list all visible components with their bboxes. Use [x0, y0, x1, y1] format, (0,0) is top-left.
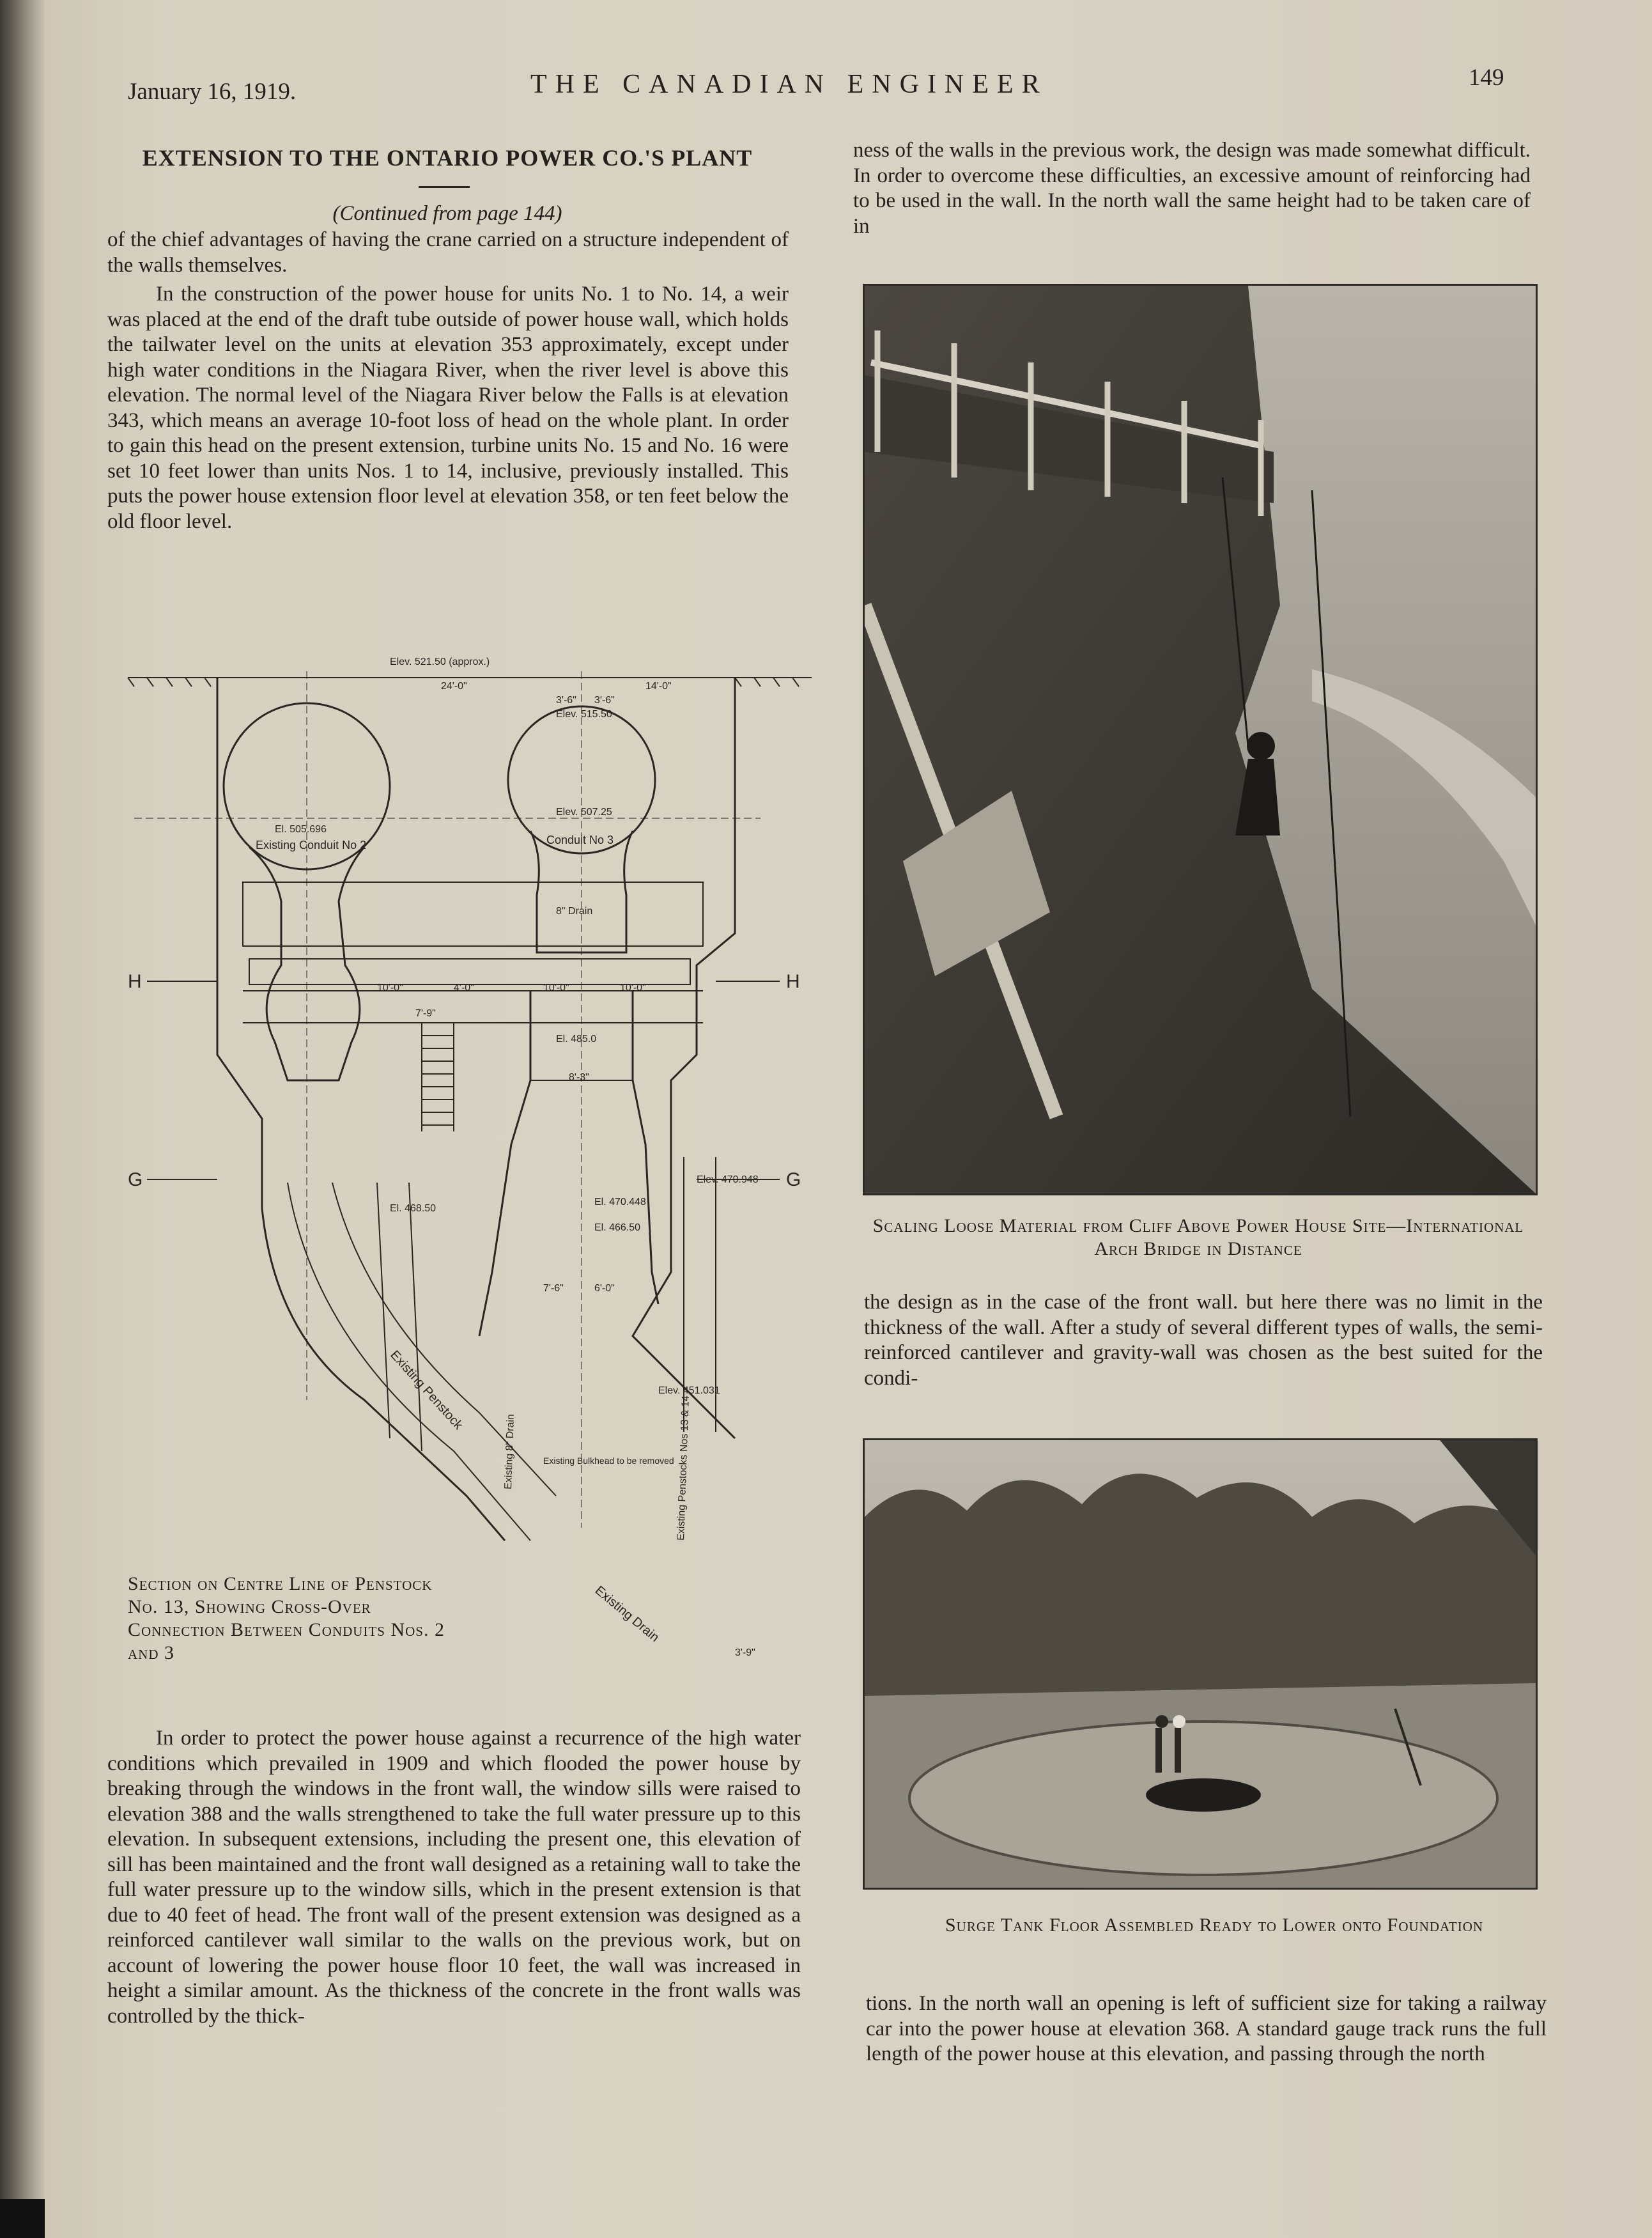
- article-title: EXTENSION TO THE ONTARIO POWER CO.'S PLANT: [142, 145, 753, 171]
- label-dim-4: 4'-0": [454, 983, 474, 993]
- left-column-top: [107, 228, 789, 534]
- label-dim-10a: 10'-0": [377, 983, 403, 993]
- label-conduit-3: Conduit No 3: [546, 834, 614, 846]
- label-dim-10c: 10'-0": [620, 983, 646, 993]
- label-elev-top: Elev. 521.50 (approx.): [390, 657, 490, 667]
- right-column-bottom: [866, 1991, 1547, 2067]
- right-column-top: [853, 138, 1531, 239]
- label-el-468: El. 468.50: [390, 1203, 436, 1214]
- label-dim-8-3: 8'-3": [569, 1072, 589, 1083]
- label-el-466: El. 466.50: [594, 1222, 641, 1233]
- cliff-scaling-photo: [863, 284, 1538, 1195]
- label-elev-507: Elev. 507.25: [556, 807, 612, 818]
- surge-tank-photo: [863, 1438, 1538, 1890]
- label-el-470-448: El. 470.448: [594, 1197, 646, 1208]
- label-section-g-right: G: [786, 1169, 801, 1190]
- paragraph: In the construction of the power house for units No. 1 to No. 14, a weir was placed at the end of the draft tube outside of power house wall, which holds the tailwater level on the units at elevation 353 approximately, except under high water conditions in the Niagara River, when the river level is above this elevation. The normal level of the Niagara River below the Falls is at elevation 343, which means an average 10-foot loss of head on the whole plant. In order to gain this head on the present extension, turbine units No. 15 and No. 16 were set 10 feet lower than units Nos. 1 to 14, inclusive, previously installed. This puts the power house extension floor level at elevation 358, or ten feet below the old floor level.: [107, 283, 789, 533]
- page-number: 149: [1469, 65, 1504, 91]
- left-column-bottom: [107, 1726, 801, 2029]
- photo1-caption: Scaling Loose Material from Cliff Above Power House Site—International Arch Bridge in Distance: [872, 1215, 1524, 1259]
- continued-note: (Continued from page 144): [332, 202, 562, 225]
- label-dim-14: 14'-0": [645, 681, 672, 692]
- label-dim-24: 24'-0": [441, 681, 467, 692]
- label-dim-10b: 10'-0": [543, 983, 569, 993]
- penstock-section-drawing: [121, 633, 824, 1707]
- label-existing-drain: Existing Drain: [592, 1583, 662, 1645]
- issue-date: January 16, 1919.: [128, 79, 297, 105]
- label-dim-3-6b: 3'-6": [594, 695, 615, 706]
- journal-title: THE CANADIAN ENGINEER: [530, 70, 1048, 99]
- label-dim-7-9: 7'-9": [415, 1008, 436, 1019]
- label-elev-470: Elev. 470.948: [697, 1174, 759, 1185]
- scan-corner: [0, 2199, 45, 2238]
- label-existing-penstock: Existing Penstock: [387, 1348, 466, 1433]
- label-existing-penstocks: Existing Penstocks Nos 13 & 14: [675, 1395, 691, 1541]
- right-column-middle: [864, 1290, 1543, 1391]
- paragraph: the design as in the case of the front wall. but here there was no limit in the thickness of the wall. After a study of several different types of walls, the semi-reinforced cantilever and gravity-wall was chosen as the best suited for the condi-: [864, 1291, 1543, 1390]
- label-section-h-left: H: [128, 971, 142, 992]
- label-section-h-right: H: [786, 971, 800, 992]
- label-dim-7-6: 7'-6": [543, 1283, 564, 1294]
- drawing-caption: Section on Centre Line of Penstock No. 13, Showing Cross-Over Connection Between Conduits Nos. 2 and 3: [128, 1573, 445, 1663]
- paragraph: tions. In the north wall an opening is left of sufficient size for taking a railway car into the power house at elevation 368. A standard gauge track runs the full length of the power house at this elevation, and passing through the north: [866, 1992, 1547, 2065]
- label-dim-3-6a: 3'-6": [556, 695, 576, 706]
- label-existing-conduit: Existing Conduit No 2: [256, 839, 367, 851]
- label-el-505: El. 505.696: [275, 824, 327, 835]
- paragraph: ness of the walls in the previous work, the design was made somewhat difficult. In order to overcome these difficulties, an excessive amount of reinforcing had to be used in the wall. In the north wall the same height had to be taken care of in: [853, 139, 1531, 238]
- label-elev-451: Elev. 451.031: [658, 1385, 720, 1396]
- label-drain-8: 8" Drain: [556, 906, 593, 917]
- page-binding-shadow: [0, 0, 45, 2238]
- title-rule: [419, 186, 470, 188]
- label-dim-3-9: 3'-9": [735, 1647, 755, 1658]
- photo2-caption: Surge Tank Floor Assembled Ready to Lower onto Foundation: [945, 1915, 1484, 1936]
- paragraph: of the chief advantages of having the crane carried on a structure independent of the walls themselves.: [107, 228, 789, 277]
- label-section-g-left: G: [128, 1169, 143, 1190]
- surge-tank-image: [865, 1440, 1536, 1888]
- label-bulkhead: Existing Bulkhead to be removed: [543, 1456, 674, 1466]
- label-elev-515: Elev. 515.50: [556, 709, 612, 720]
- paragraph: In order to protect the power house against a recurrence of the high water conditions which prevailed in 1909 and which flooded the power house by breaking through the windows in the front wall, the window sills were raised to elevation 388 and the walls strengthened to take the full water pressure up to this elevation. In subsequent extensions, including the present one, this elevation of sill has been maintained and the front wall designed as a retaining wall to take the full water pressure up to the window sills, which in the present extension is that due to 40 feet of head. The front wall of the present extension was designed as a reinforced cantilever wall similar to the walls on the previous work, but on account of lowering the power house floor 10 feet, the wall was increased in height a similar amount. As the thickness of the concrete in the front walls was controlled by the thick-: [107, 1727, 801, 2028]
- label-existing-drain-8: Existing 8" Drain: [503, 1413, 517, 1490]
- label-dim-6: 6'-0": [594, 1283, 615, 1294]
- cliff-scaling-image: [865, 286, 1536, 1193]
- label-el-485: El. 485.0: [556, 1034, 597, 1045]
